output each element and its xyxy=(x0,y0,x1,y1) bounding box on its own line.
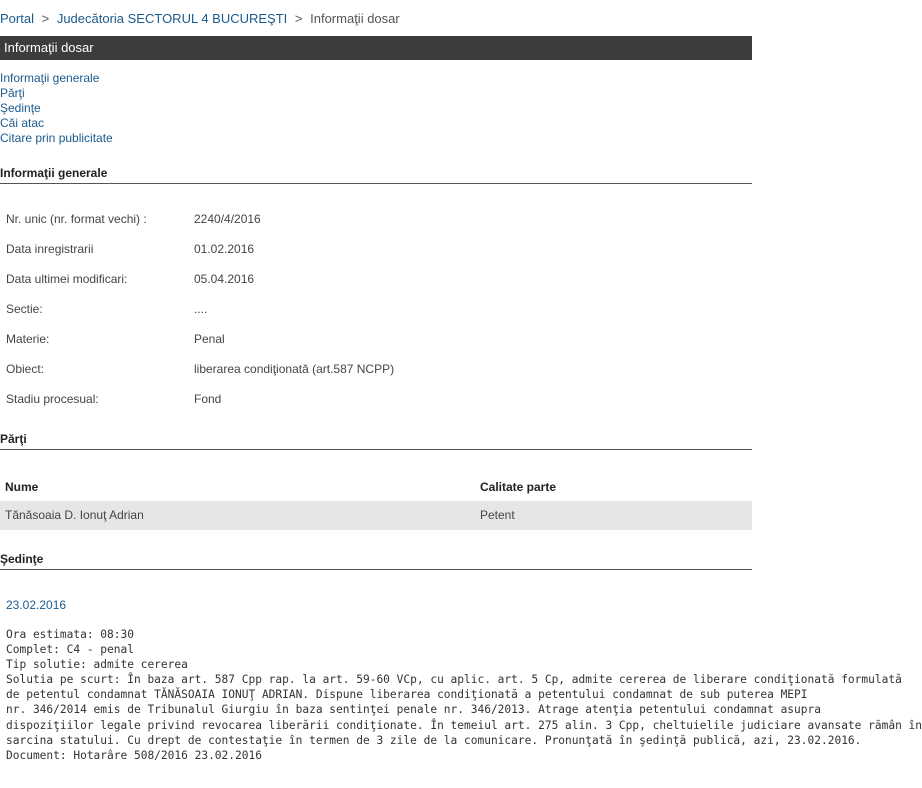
breadcrumb xyxy=(0,11,400,27)
info-value: Fond xyxy=(194,392,222,406)
hearing-detail-line: Complet: C4 - penal xyxy=(6,643,134,657)
page-title: Informaţii dosar xyxy=(4,40,94,55)
breadcrumb-separator: > xyxy=(294,11,303,26)
section-heading-sedinte: Şedinţe xyxy=(0,549,752,570)
nav-link-sedinte[interactable]: Şedinţe xyxy=(0,101,41,115)
breadcrumb-court-link[interactable]: Judecătoria SECTORUL 4 BUCUREŞTI xyxy=(56,11,288,26)
parti-table-header xyxy=(0,474,752,500)
party-name: Tănăsoaia D. Ionuţ Adrian xyxy=(5,508,144,522)
party-role: Petent xyxy=(480,508,515,522)
info-label: Data ultimei modificari: xyxy=(6,272,128,286)
section-heading-informatii-generale: Informaţii generale xyxy=(0,163,752,184)
info-label: Data inregistrarii xyxy=(6,242,94,256)
section-nav xyxy=(0,71,113,146)
info-label: Obiect: xyxy=(6,362,45,376)
info-label: Sectie: xyxy=(6,302,43,316)
info-value: 2240/4/2016 xyxy=(194,212,261,226)
hearing-detail-line: Tip solutie: admite cererea xyxy=(6,658,188,672)
hearing-detail-line: Ora estimata: 08:30 xyxy=(6,628,134,641)
table-row xyxy=(0,501,752,530)
hearing-detail-line: Document: Hotarâre 508/2016 23.02.2016 xyxy=(6,748,262,762)
hearing-detail-line: nr. 346/2014 emis de Tribunalul Giurgiu în baza sentinţei penale nr. 346/2013. Atrage atenţia petentului condamnat asupra xyxy=(6,703,821,717)
info-value: liberarea condiţionată (art.587 NCPP) xyxy=(194,362,395,376)
info-value: Penal xyxy=(194,332,225,346)
breadcrumb-current: Informaţii dosar xyxy=(310,11,400,26)
breadcrumb-separator: > xyxy=(41,11,50,26)
column-header-calitate-parte: Calitate parte xyxy=(480,480,557,494)
hearing-details xyxy=(6,627,922,763)
column-header-nume: Nume xyxy=(5,480,39,494)
nav-link-cai-atac[interactable]: Căi atac xyxy=(0,116,45,130)
nav-link-citare-publicitate[interactable]: Citare prin publicitate xyxy=(0,131,113,145)
info-value: .... xyxy=(194,302,208,316)
nav-link-parti[interactable]: Părţi xyxy=(0,86,25,100)
hearing-detail-line: Solutia pe scurt: În baza art. 587 Cpp rap. la art. 59-60 VCp, cu aplic. art. 5 Cp, admite cererea de liberare condiţionată formulată xyxy=(6,673,902,687)
hearing-detail-line: sarcina statului. Cu drept de contestaţie în termen de 3 zile de la comunicare. Pronunţată în şedinţă publică, azi, 23.02.2016. xyxy=(6,733,862,747)
info-label: Materie: xyxy=(6,332,50,346)
info-value: 05.04.2016 xyxy=(194,272,255,286)
info-label: Stadiu procesual: xyxy=(6,392,99,406)
hearing-date: 23.02.2016 xyxy=(6,598,67,612)
hearing-detail-line: de petentul condamnat TĂNĂSOAIA IONUŢ ADRIAN. Dispune liberarea condiţionată a petentului condamnat de sub puterea MEPI xyxy=(6,688,808,702)
nav-link-informatii-generale[interactable]: Informaţii generale xyxy=(0,71,100,85)
hearing-detail-line: dispoziţiilor legale privind revocarea liberării condiţionate. În temeiul art. 275 alin. 3 Cpp, cheltuielile judiciare avansate rămân în xyxy=(6,718,922,732)
info-label: Nr. unic (nr. format vechi) : xyxy=(6,212,147,226)
section-heading-parti: Părţi xyxy=(0,429,752,450)
page-title-bar xyxy=(0,36,752,60)
info-value: 01.02.2016 xyxy=(194,242,255,256)
breadcrumb-portal-link[interactable]: Portal xyxy=(0,11,34,26)
